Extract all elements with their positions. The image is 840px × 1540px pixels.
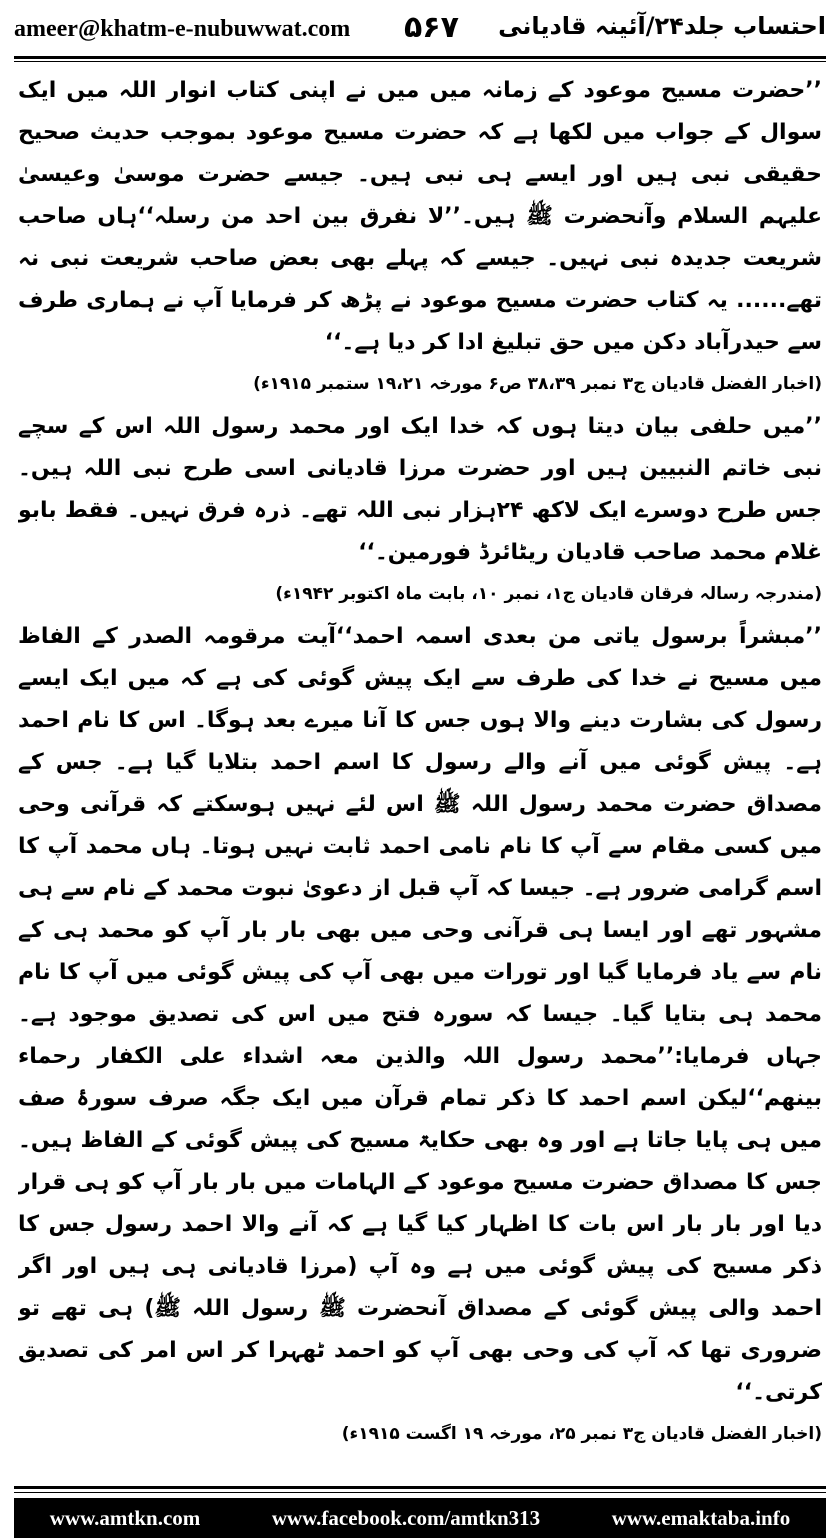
page-body <box>18 70 822 1460</box>
paragraph-1: ’’حضرت مسیح موعود کے زمانہ میں میں نے اپنی کتاب انوار اللہ میں ایک سوال کے جواب میں لکھا ہے کہ حضرت مسیح موعود بموجب حدیث صحیح حقیقی نبی ہیں اور ایسے ہی نبی ہیں۔ جیسے حضرت موسیٰ وعیسیٰ علیہم السلام وآنحضرت ﷺ ہیں۔’’لا نفرق بین احد من رسلہ‘‘ہاں صاحب شریعت جدیدہ نبی نہیں۔ جیسے کہ پہلے بھی بعض صاحب شریعت نبی نہ تھے...... یہ کتاب حضرت مسیح موعود نے پڑھ کر فرمایا آپ نے ہماری طرف سے حیدرآباد دکن میں حق تبلیغ ادا کر دیا ہے۔‘‘ <box>18 78 822 355</box>
page-footer <box>14 1498 826 1538</box>
paragraph-4 <box>18 1456 822 1460</box>
footer-link-emaktaba[interactable]: www.emaktaba.info <box>611 1505 791 1530</box>
header-rule-thin <box>14 61 826 62</box>
footer-rule-thin <box>14 1492 826 1493</box>
footer-rule <box>14 1486 826 1489</box>
header-rule <box>14 56 826 59</box>
paragraph-3: ’’مبشراً برسول یاتی من بعدی اسمہ احمد‘‘آیت مرقومہ الصدر کے الفاظ میں مسیح نے خدا کی طرف سے ایک پیش گوئی کی ہے کہ میں ایک ایسے رسول کی بشارت دینے والا ہوں جس کا آنا میرے بعد ہوگا۔ اس کا نام احمد ہے۔ پیش گوئی میں آنے والے رسول کا اسم احمد بتلایا گیا ہے۔ جس کے مصداق حضرت محمد رسول اللہ ﷺ اس لئے نہیں ہوسکتے کہ قرآنی وحی میں کسی مقام سے آپ کا نام نامی احمد ثابت نہیں ہوتا۔ ہاں محمد آپ کا اسم گرامی ضرور ہے۔ جیسا کہ آپ قبل از دعویٰ نبوت محمد کے نام سے ہی مشہور تھے اور ایسا ہی قرآنی وحی میں بھی بار بار آپ کو محمد ہی کے نام سے یاد فرمایا گیا اور تورات میں بھی آپ کی پیش گوئی میں آپ کا نام محمد ہی بتایا گیا۔ جیسا کہ سورہ فتح میں اس کی تصدیق موجود ہے۔ جہاں فرمایا:’’محمد رسول اللہ والذین معہ اشداء علی الکفار رحماء بینھم‘‘لیکن اسم احمد کا ذکر تمام قرآن میں ایک جگہ صرف سورۂ صف میں ہی پایا جاتا ہے اور وہ بھی حکایۃ مسیح کی پیش گوئی کے الفاظ ہیں۔ جس کا مصداق حضرت مسیح موعود کے الہامات میں بار بار آپ کو ہی قرار دیا اور بار بار اس بات کا اظہار کیا گیا ہے کہ آنے والا احمد رسول جس کا ذکر مسیح کی پیش گوئی میں ہے وہ آپ (مرزا قادیانی ہی ہیں اور اگر احمد والی پیش گوئی کے مصداق آنحضرت ﷺ رسول اللہ ﷺ) ہی تھے تو ضروری تھا کہ آپ کی وحی بھی آپ کو احمد ٹھہرا کر اس امر کی تصدیق کرتی۔‘‘ <box>18 624 822 1405</box>
citation-1: (اخبار الفضل قادیان ج۳ نمبر ۳۸،۳۹ ص۶ مورخہ ۱۹،۲۱ ستمبر ۱۹۱۵ء) <box>253 374 822 394</box>
footer-link-amtkn[interactable]: www.amtkn.com <box>49 1505 201 1530</box>
page-header <box>14 8 826 52</box>
paragraph-2: ’’میں حلفی بیان دیتا ہوں کہ خدا ایک اور محمد رسول اللہ اس کے سچے نبی خاتم النبیین ہیں اور حضرت مرزا قادیانی اسی طرح نبی اللہ ہیں۔ جس طرح دوسرے ایک لاکھ ۲۴ہزار نبی اللہ تھے۔ ذرہ فرق نہیں۔ فقط بابو غلام محمد صاحب قادیان ریٹائرڈ فورمین۔‘‘ <box>18 414 822 565</box>
header-email: ameer@khatm-e-nubuwwat.com <box>14 16 351 42</box>
footer-link-facebook[interactable]: www.facebook.com/amtkn313 <box>271 1505 541 1530</box>
book-title: احتساب جلد۲۴/آئینہ قادیانی <box>498 12 826 40</box>
page-number: ۵۶۷ <box>404 10 459 45</box>
citation-2: (مندرجہ رسالہ فرقان قادیان ج۱، نمبر ۱۰، بابت ماہ اکتوبر ۱۹۴۲ء) <box>275 584 822 604</box>
citation-3: (اخبار الفضل قادیان ج۳ نمبر ۲۵، مورخہ ۱۹ اگست ۱۹۱۵ء) <box>341 1424 822 1444</box>
